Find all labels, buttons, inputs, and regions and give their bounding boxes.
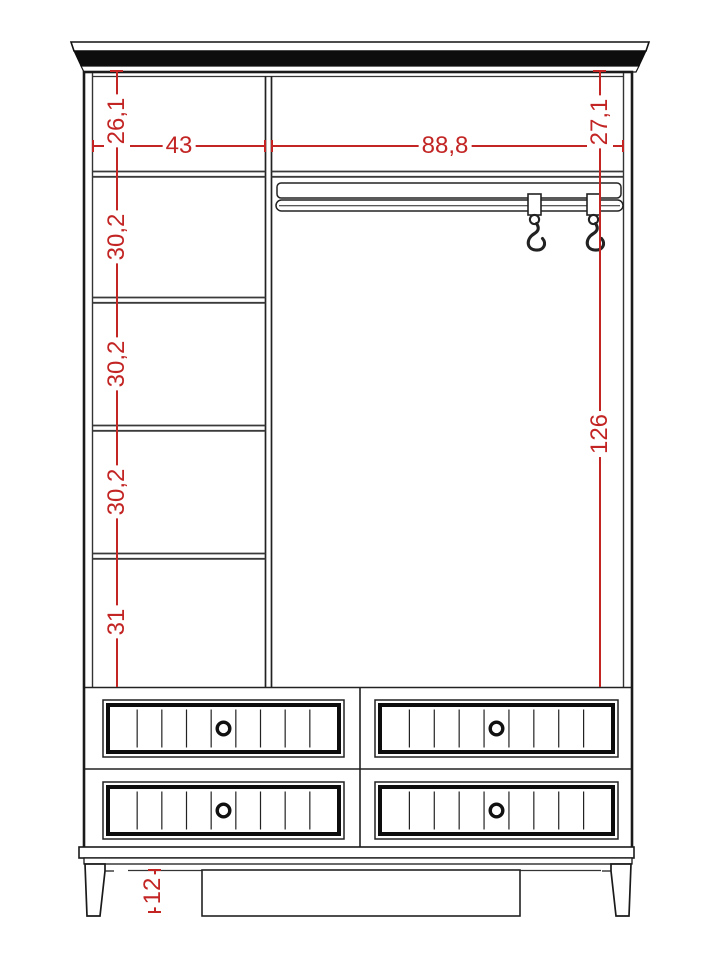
shelf bbox=[93, 554, 266, 559]
shelf bbox=[93, 172, 266, 177]
left-leg bbox=[85, 864, 105, 916]
dim-tick bbox=[92, 140, 94, 152]
dim-tick bbox=[264, 140, 266, 152]
hanging-rail bbox=[276, 200, 623, 211]
dim-tick bbox=[271, 140, 273, 152]
drawer-front bbox=[103, 782, 344, 839]
rail-mounting-board bbox=[277, 183, 621, 198]
crown-molding bbox=[71, 42, 649, 72]
bottom-apron-panel bbox=[202, 870, 520, 916]
drawer-knob bbox=[217, 722, 230, 735]
dim-label-12: 12 bbox=[140, 875, 166, 908]
dim-label-27-1: 27,1 bbox=[587, 96, 613, 149]
dim-label-30-2-b: 30,2 bbox=[104, 338, 130, 391]
drawer-front bbox=[103, 700, 344, 757]
dim-label-26-1: 26,1 bbox=[104, 95, 130, 148]
dim-tick bbox=[622, 140, 624, 152]
shelf bbox=[93, 298, 266, 303]
drawer-knob bbox=[217, 804, 230, 817]
dim-label-88-8: 88,8 bbox=[419, 133, 472, 159]
right-leg bbox=[611, 864, 631, 916]
dim-tick bbox=[148, 911, 161, 913]
base-strip bbox=[79, 847, 634, 858]
dim-tick bbox=[148, 869, 161, 871]
dim-label-43: 43 bbox=[163, 133, 196, 159]
dim-label-126: 126 bbox=[587, 411, 613, 457]
drawer-section bbox=[85, 688, 631, 848]
dim-tick bbox=[593, 70, 606, 72]
dim-line-right-heights bbox=[599, 71, 600, 687]
shelf bbox=[93, 426, 266, 431]
drawer-front bbox=[375, 700, 618, 757]
drawer-knob bbox=[490, 722, 503, 735]
dim-label-30-2-c: 30,2 bbox=[104, 466, 130, 519]
drawer-front bbox=[375, 782, 618, 839]
drawer-knob bbox=[490, 804, 503, 817]
dim-tick bbox=[110, 70, 123, 72]
dim-label-31: 31 bbox=[104, 606, 130, 639]
dim-label-30-2-a: 30,2 bbox=[104, 211, 130, 264]
hanging-section bbox=[272, 172, 624, 251]
